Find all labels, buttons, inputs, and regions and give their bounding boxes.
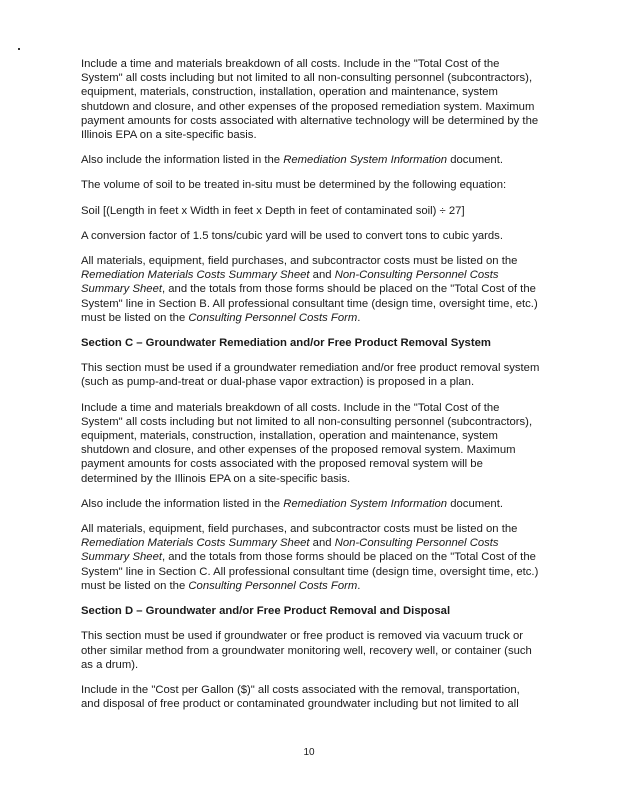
section-d-heading: Section D – Groundwater and/or Free Product Removal and Disposal xyxy=(81,605,451,618)
page-body xyxy=(81,57,541,722)
paragraph-info-reference-c: Also include the information listed in the Remediation System Information document. xyxy=(81,497,503,510)
paragraph-cost-breakdown-b: Include a time and materials breakdown of all costs. Include in the "Total Cost of the System" all costs including but not limited to all non-consulting personnel (subcontractors), equipment, materials, construction, installation, operation and maintenance, system shutdown and closure, and other expenses of the proposed remediation system. Maximum payment amounts for costs associated with alternative technology will be determined by the Illinois EPA on a site-specific basis. xyxy=(81,58,539,142)
paragraph-cost-per-gallon: Include in the "Cost per Gallon ($)" all costs associated with the removal, transportation, and disposal of free product or contaminated groundwater including but not limited to all xyxy=(81,683,520,711)
paragraph-materials-listing-b: All materials, equipment, field purchases, and subcontractor costs must be listed on the Remediation Materials Costs Summary Sheet and Non-Consulting Personnel Costs Summary Sheet, and the totals from those forms should be placed on the "Total Cost of the System" line in Section B. All professional consultant time (design time, oversight time, etc.) must be listed on the Consulting Personnel Costs Form. xyxy=(81,255,538,324)
paragraph-soil-equation: Soil [(Length in feet x Width in feet x Depth in feet of contaminated soil) ÷ 27] xyxy=(81,204,465,217)
paragraph-soil-volume-intro: The volume of soil to be treated in-situ must be determined by the following equation: xyxy=(81,179,507,192)
paragraph-cost-breakdown-c: Include a time and materials breakdown of all costs. Include in the "Total Cost of the System" all costs including but not limited to all non-consulting personnel (subcontractors), equipment, materials, construction, installation, operation and maintenance, system shutdown and closure, and other expenses of the proposed removal system. Maximum payment amounts for costs associated with the proposed removal system will be determined by the Illinois EPA on a site-specific basis. xyxy=(81,401,533,485)
paragraph-section-c-usage: This section must be used if a groundwater remediation and/or free product removal system (such as pump-and-treat or dual-phase vapor extraction) is proposed in a plan. xyxy=(81,362,540,389)
paragraph-section-d-usage: This section must be used if groundwater or free product is removed via vacuum truck or other similar method from a groundwater monitoring well, recovery well, or container (such as a drum). xyxy=(81,630,532,671)
paragraph-conversion-factor: A conversion factor of 1.5 tons/cubic yard will be used to convert tons to cubic yards. xyxy=(81,229,503,242)
scan-speck xyxy=(18,48,20,50)
paragraph-materials-listing-c: All materials, equipment, field purchases, and subcontractor costs must be listed on the Remediation Materials Costs Summary Sheet and Non-Consulting Personnel Costs Summary Sheet, and the totals from those forms should be placed on the "Total Cost of the System" line in Section C. All professional consultant time (design time, oversight time, etc.) must be listed on the Consulting Personnel Costs Form. xyxy=(81,523,539,592)
paragraph-info-reference-b: Also include the information listed in the Remediation System Information document. xyxy=(81,154,503,167)
section-c-heading: Section C – Groundwater Remediation and/or Free Product Removal System xyxy=(81,337,491,350)
page-number: 10 xyxy=(303,747,315,758)
